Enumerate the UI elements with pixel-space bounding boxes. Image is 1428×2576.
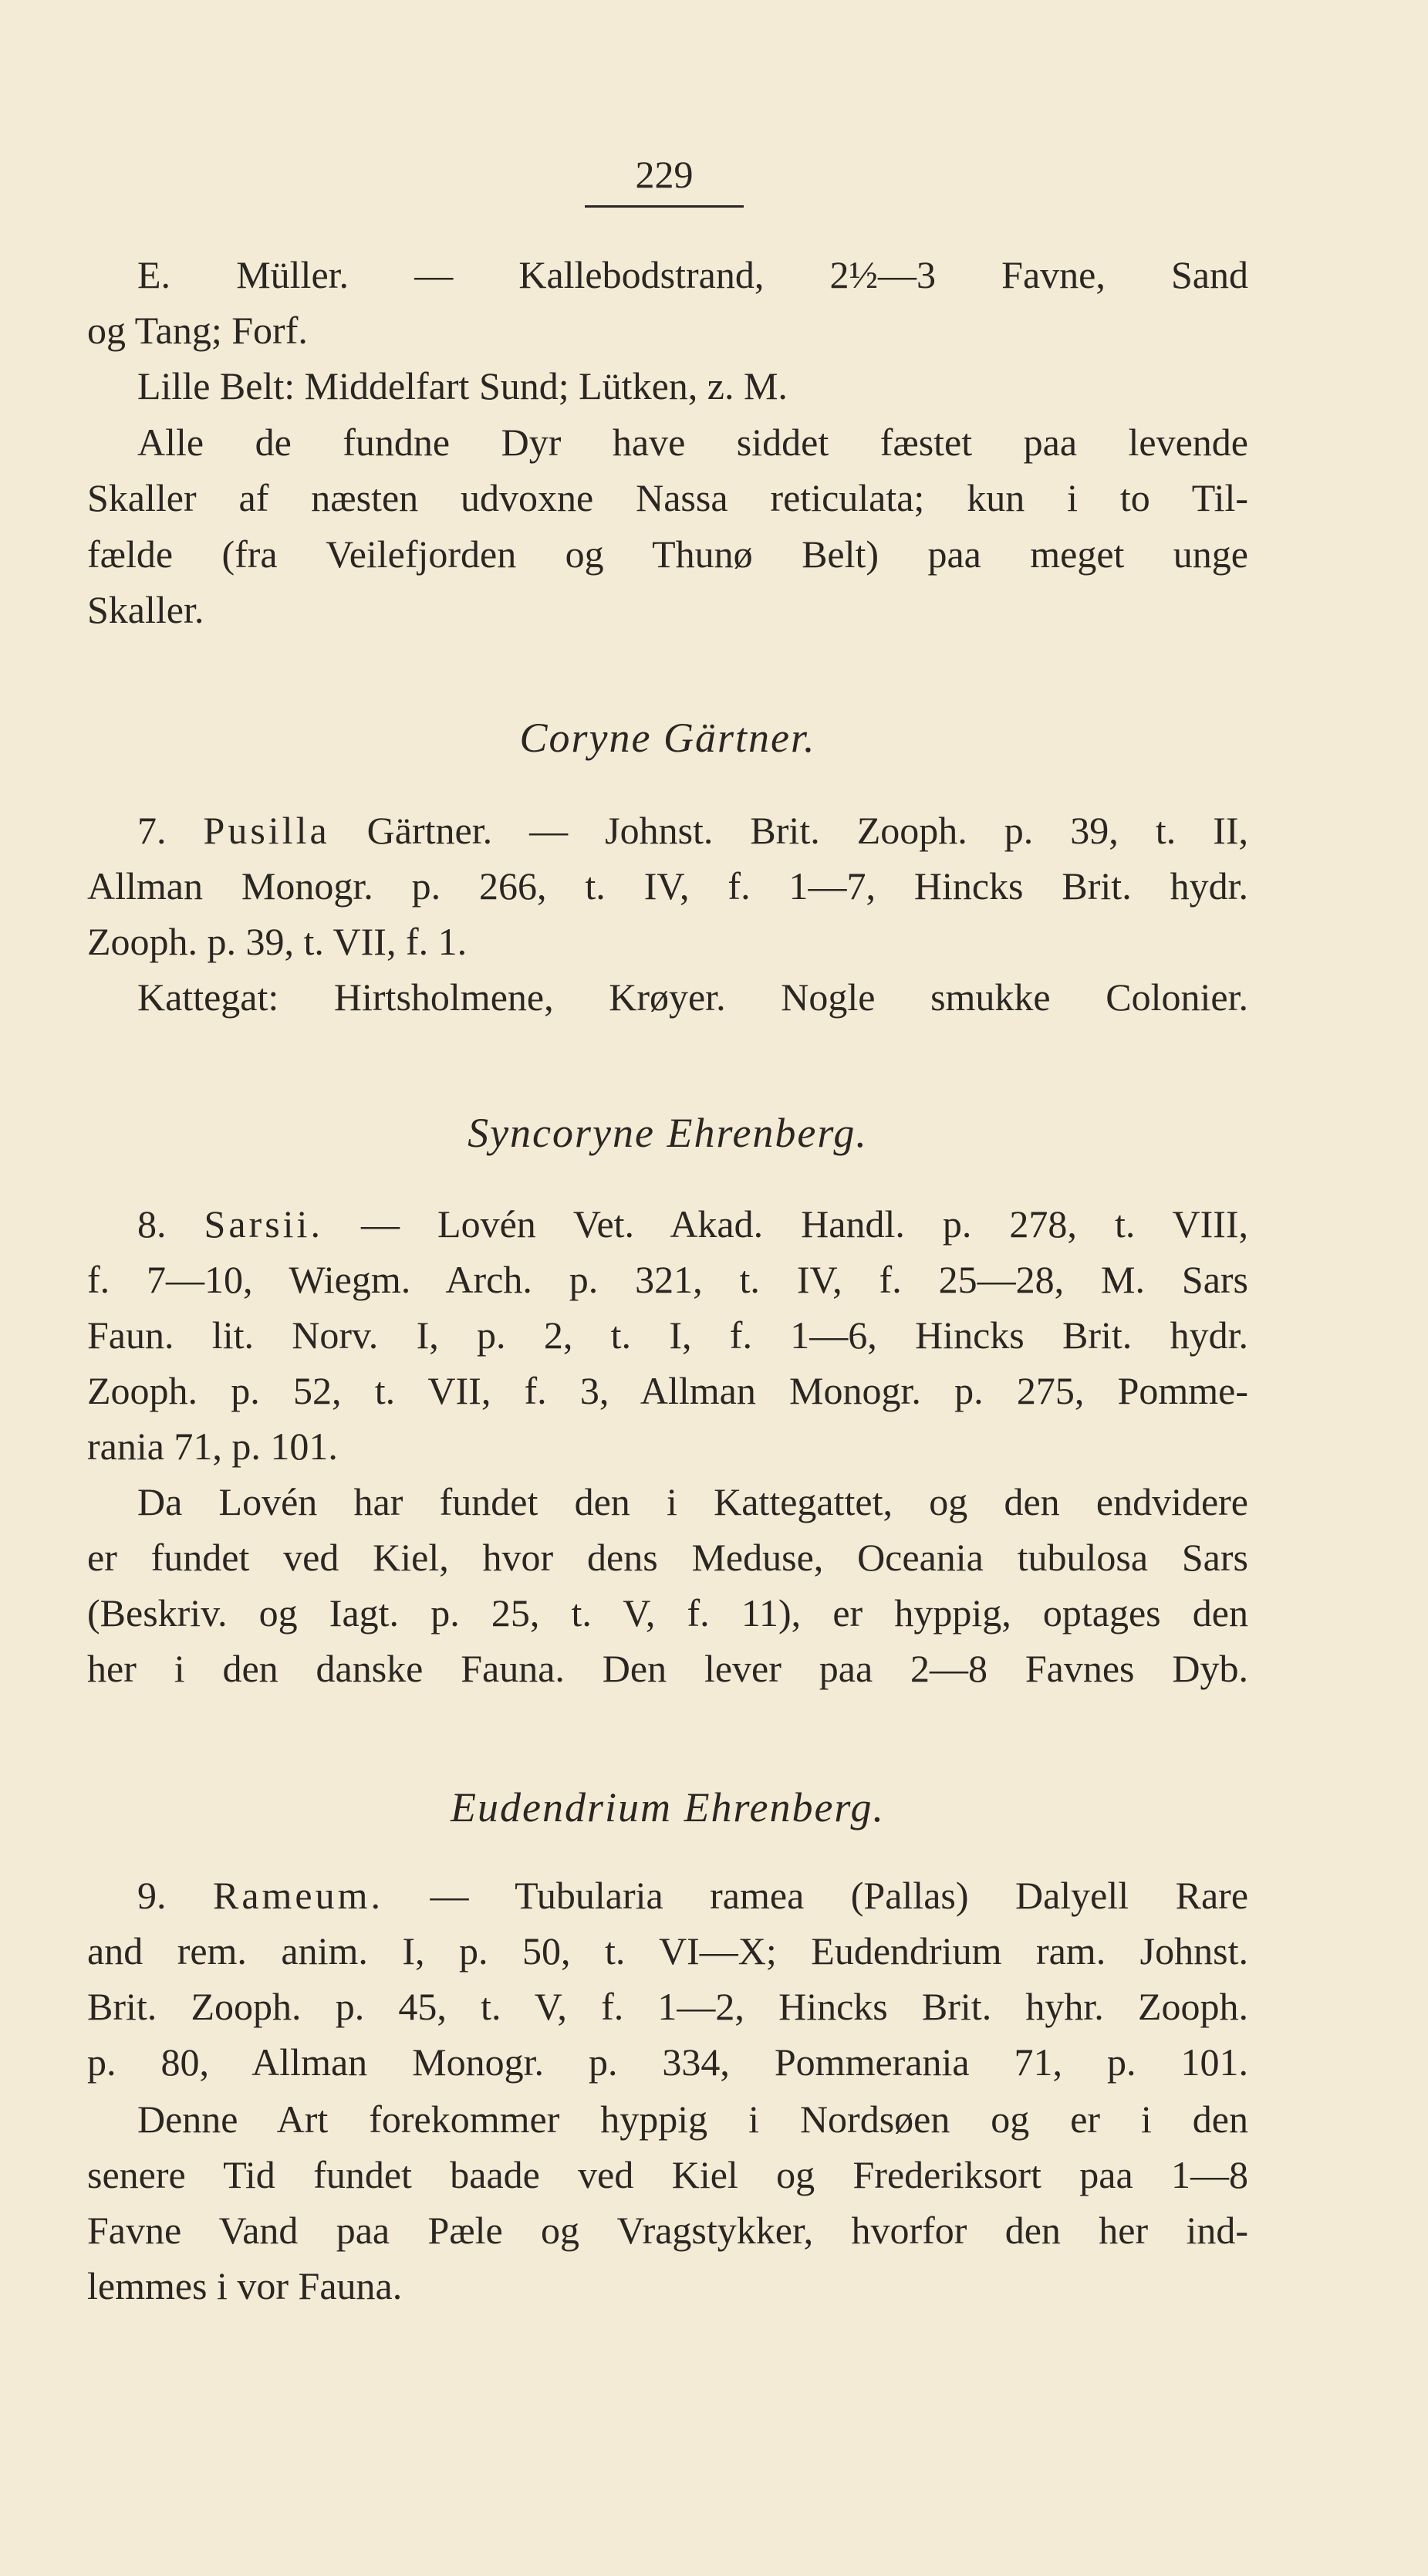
text-line: her i den danske Fauna. Den lever paa 2—8 Favnes Dyb. — [87, 1647, 1248, 1690]
species-name: Sarsii. — [204, 1202, 323, 1246]
entry-citation: — Lovén Vet. Akad. Handl. p. 278, t. VIII, — [361, 1202, 1249, 1246]
entry-citation: Gärtner. — Johnst. Brit. Zooph. p. 39, t. II, — [366, 809, 1248, 852]
text-line: Lille Belt: Middelfart Sund; Lütken, z. M. — [137, 364, 788, 407]
entry-number: 7. — [137, 809, 167, 852]
text-line: rania 71, p. 101. — [87, 1425, 338, 1468]
text-line: E. Müller. — Kallebodstrand, 2½—3 Favne, Sand — [137, 253, 1248, 296]
text-line: fælde (fra Veilefjorden og Thunø Belt) paa meget unge — [87, 532, 1248, 576]
text-line: senere Tid fundet baade ved Kiel og Frederiksort paa 1—8 — [87, 2153, 1248, 2196]
text-line: lemmes i vor Fauna. — [87, 2264, 403, 2307]
entry-number: 8. — [137, 1202, 167, 1246]
text-line: og Tang; Forf. — [87, 309, 308, 352]
text-line: Allman Monogr. p. 266, t. IV, f. 1—7, Hincks Brit. hydr. — [87, 864, 1248, 908]
text-line: Zooph. p. 52, t. VII, f. 3, Allman Monogr. p. 275, Pomme- — [87, 1369, 1248, 1412]
text-line: p. 80, Allman Monogr. p. 334, Pommerania 71, p. 101. — [87, 2040, 1248, 2084]
text-line: er fundet ved Kiel, hvor dens Meduse, Oceania tubulosa Sars — [87, 1536, 1248, 1579]
text-line: Favne Vand paa Pæle og Vragstykker, hvorfor den her ind- — [87, 2209, 1248, 2252]
text-line: and rem. anim. I, p. 50, t. VI—X; Eudendrium ram. Johnst. — [87, 1929, 1248, 1973]
page-number: 229 — [635, 153, 694, 196]
text-line: Skaller. — [87, 588, 204, 631]
entry-number: 9. — [137, 1874, 167, 1917]
page-number-rule — [585, 205, 744, 208]
text-line: Skaller af næsten udvoxne Nassa reticulata; kun i to Til- — [87, 476, 1248, 519]
entry-9-first-line — [137, 1868, 1248, 1923]
text-line: Kattegat: Hirtsholmene, Krøyer. Nogle smukke Colonier. — [137, 975, 1248, 1019]
section-heading-eudendrium: Eudendrium Ehrenberg. — [451, 1784, 885, 1831]
text-line: Da Lovén har fundet den i Kattegattet, og den endvidere — [137, 1480, 1248, 1523]
entry-citation: — Tubularia ramea (Pallas) Dalyell Rare — [430, 1874, 1249, 1917]
entry-8-first-line — [137, 1196, 1248, 1252]
species-name: Pusilla — [203, 809, 330, 852]
text-line: Alle de fundne Dyr have siddet fæstet paa levende — [137, 421, 1248, 464]
text-line: (Beskriv. og Iagt. p. 25, t. V, f. 11), er hyppig, optages den — [87, 1591, 1248, 1635]
text-line: f. 7—10, Wiegm. Arch. p. 321, t. IV, f. 25—28, M. Sars — [87, 1258, 1248, 1301]
text-line: Brit. Zooph. p. 45, t. V, f. 1—2, Hincks Brit. hyhr. Zooph. — [87, 1985, 1248, 2028]
text-line: Faun. lit. Norv. I, p. 2, t. I, f. 1—6, Hincks Brit. hydr. — [87, 1313, 1248, 1357]
section-heading-syncoryne: Syncoryne Ehrenberg. — [468, 1110, 868, 1156]
section-heading-coryne: Coryne Gärtner. — [519, 715, 816, 761]
entry-7-first-line — [137, 803, 1248, 858]
species-name: Rameum. — [212, 1874, 384, 1917]
text-line: Zooph. p. 39, t. VII, f. 1. — [87, 920, 468, 963]
text-line: Denne Art forekommer hyppig i Nordsøen og er i den — [137, 2098, 1248, 2141]
